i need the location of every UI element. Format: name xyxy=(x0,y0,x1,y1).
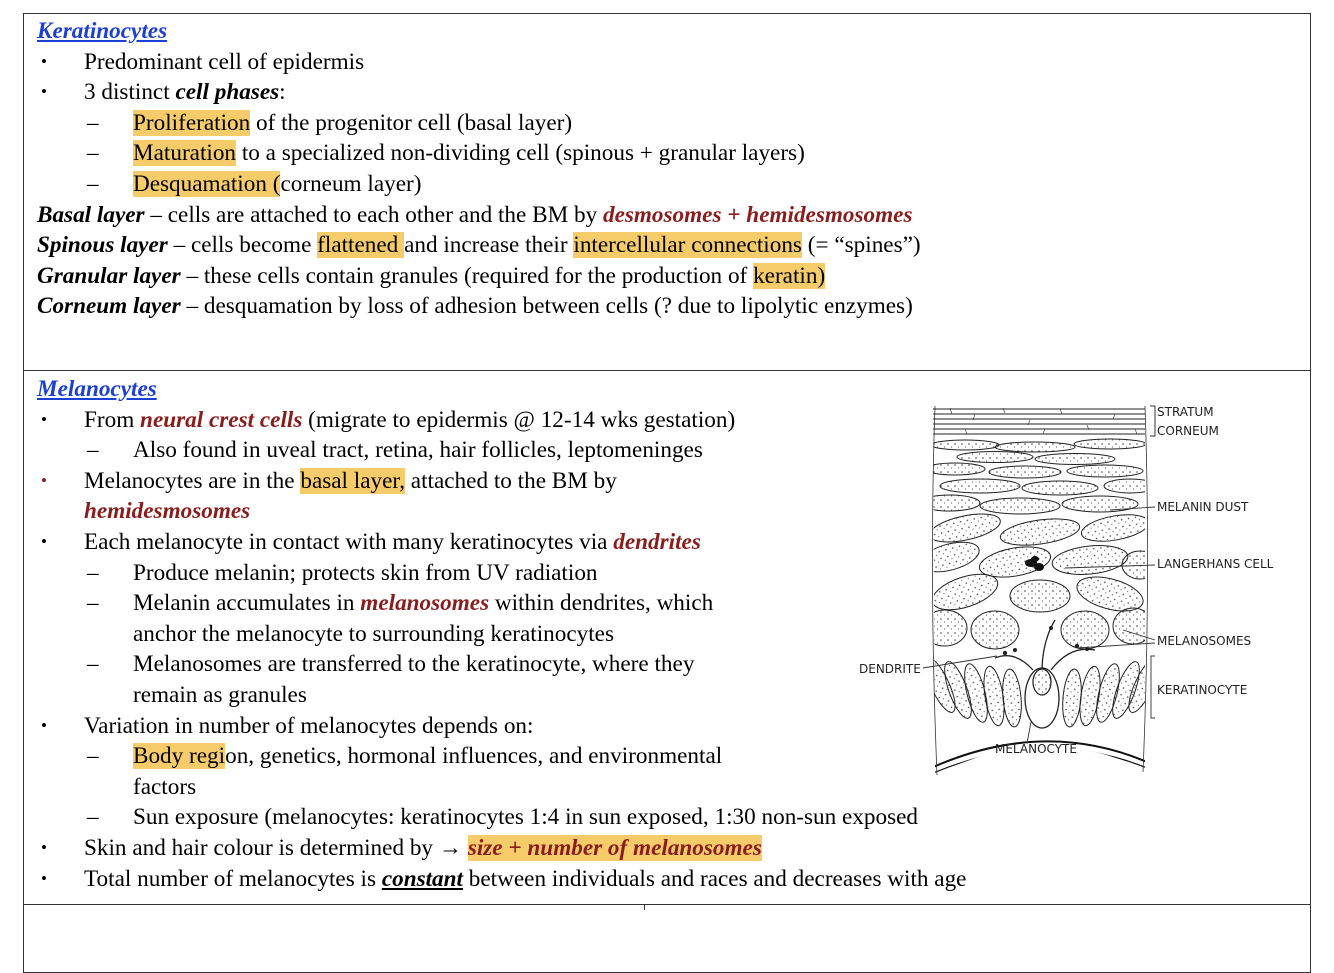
bullet: • xyxy=(41,82,47,102)
sub-list-item-continuation: anchor the melanocyte to surrounding keratinocytes xyxy=(133,620,614,647)
list-item: • Predominant cell of epidermis xyxy=(37,47,921,78)
dash: – xyxy=(87,804,99,831)
sub-list-item-continuation: factors xyxy=(133,773,197,800)
label-langerhans-cell: LANGERHANS CELL xyxy=(1157,557,1274,571)
bullet: • xyxy=(41,51,47,71)
dash: – xyxy=(87,651,99,678)
sub-list-item: – Produce melanin; protects skin from UV radiation xyxy=(37,558,966,589)
label-keratinocyte: KERATINOCYTE xyxy=(1157,683,1248,697)
label-melanosomes: MELANOSOMES xyxy=(1157,634,1252,648)
label-stratum: STRATUM xyxy=(1157,405,1214,419)
bullet: • xyxy=(41,715,47,735)
corneum-layer-line: Corneum layer – desquamation by loss of adhesion between cells (? due to lipolytic enzymes) xyxy=(37,293,913,320)
sub-list-item: – Sun exposure (melanocytes: keratinocytes 1:4 in sun exposed, 1:30 non-sun exposed xyxy=(37,802,966,833)
sub-list-item: – Maturation to a specialized non-dividing cell (spinous + granular layers) xyxy=(37,138,921,169)
sub-list-item: – Body region, genetics, hormonal influences, and environmental xyxy=(37,741,966,772)
tissue-illustration xyxy=(918,406,1165,776)
keratinocytes-section xyxy=(37,16,921,322)
spinous-layer-line: Spinous layer – cells become flattened and increase their intercellular connections (= “spines”) xyxy=(37,232,921,259)
basal-layer-line: Basal layer – cells are attached to each other and the BM by desmosomes + hemidesmosomes xyxy=(37,201,913,228)
sub-list-item: – Melanosomes are transferred to the keratinocyte, where they xyxy=(37,649,966,680)
list-item-continuation: hemidesmosomes xyxy=(84,498,251,525)
dash: – xyxy=(87,743,99,770)
list-item: • Total number of melanocytes is constant between individuals and races and decreases with age xyxy=(37,864,966,895)
list-item: • Each melanocyte in contact with many keratinocytes via dendrites xyxy=(37,527,966,558)
granular-layer-line: Granular layer – these cells contain granules (required for the production of keratin) xyxy=(37,262,826,289)
dash: – xyxy=(87,437,99,464)
sub-list-item-continuation: remain as granules xyxy=(133,681,307,708)
table-column-tick xyxy=(644,904,645,910)
table-bottom-line xyxy=(23,904,1311,905)
keratinocytes-heading[interactable]: Keratinocytes xyxy=(37,18,168,44)
sub-list-item: – Also found in uveal tract, retina, hair follicles, leptomeninges xyxy=(37,435,966,466)
sub-list-item: – Desquamation (corneum layer) xyxy=(37,169,921,200)
epidermis-diagram xyxy=(855,400,1295,785)
bullet: • xyxy=(41,531,47,551)
sub-list-item: – Melanin accumulates in melanosomes within dendrites, which xyxy=(37,588,966,619)
sub-list-item: – Proliferation of the progenitor cell (basal layer) xyxy=(37,108,921,139)
dash: – xyxy=(87,140,99,167)
melanocytes-section xyxy=(37,374,966,894)
label-dendrite: DENDRITE xyxy=(859,662,921,676)
list-item: • Skin and hair colour is determined by → size + number of melanosomes xyxy=(37,833,966,864)
bullet: • xyxy=(41,868,47,888)
bullet: • xyxy=(41,837,47,857)
dash: – xyxy=(87,590,99,617)
dash: – xyxy=(87,559,99,586)
bullet: • xyxy=(41,409,47,429)
label-melanin-dust: MELANIN DUST xyxy=(1157,500,1249,514)
label-corneum: CORNEUM xyxy=(1157,424,1219,438)
dash: – xyxy=(87,170,99,197)
dash: – xyxy=(87,109,99,136)
label-melanocyte: MELANOCYTE xyxy=(995,742,1077,756)
list-item: • Melanocytes are in the basal layer, attached to the BM by xyxy=(37,466,966,497)
list-item: • Variation in number of melanocytes depends on: xyxy=(37,711,966,742)
section-divider xyxy=(23,370,1311,371)
bullet: • xyxy=(41,470,47,490)
melanocytes-heading[interactable]: Melanocytes xyxy=(37,376,157,402)
list-item: • 3 distinct cell phases: xyxy=(37,77,921,108)
list-item: • From neural crest cells (migrate to epidermis @ 12-14 wks gestation) xyxy=(37,405,966,436)
